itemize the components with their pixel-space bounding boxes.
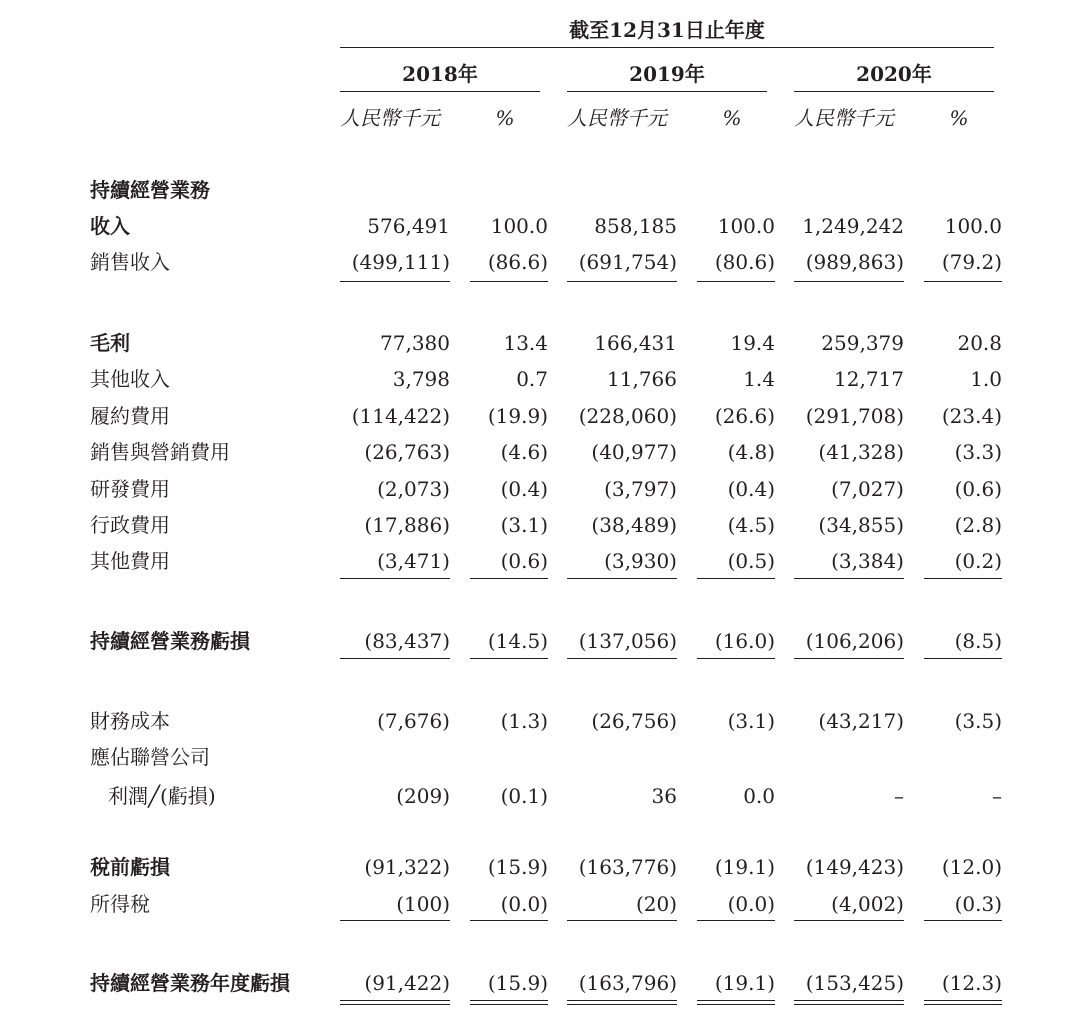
cell-rmb-2019: 11,766 bbox=[607, 367, 677, 391]
subtotal-rule-b-pct-2018 bbox=[470, 578, 548, 579]
row-label: 收入 bbox=[90, 214, 130, 238]
cell-pct-2019: (3.1) bbox=[727, 709, 775, 733]
subtotal-rule-d-pct-2018 bbox=[470, 920, 548, 921]
cell-rmb-2020: – bbox=[894, 784, 904, 808]
cell-pct-2020: (79.2) bbox=[941, 250, 1002, 274]
subtotal-rule-b-rmb-2018 bbox=[340, 578, 450, 579]
subtotal-rule-b-pct-2020 bbox=[924, 578, 1002, 579]
subtotal-rule-d-rmb-2018 bbox=[340, 920, 450, 921]
subtotal-rule-b-pct-2019 bbox=[697, 578, 775, 579]
cell-pct-2020: 20.8 bbox=[957, 331, 1002, 355]
subtotal-rule-c-rmb-2020 bbox=[794, 658, 904, 659]
cell-rmb-2020: (149,423) bbox=[805, 855, 904, 879]
cell-rmb-2019: (20) bbox=[635, 892, 677, 916]
cell-rmb-2018: (3,471) bbox=[377, 549, 450, 573]
total-double-rule-pct-2020 bbox=[924, 1000, 1002, 1005]
cell-rmb-2018: (100) bbox=[396, 892, 450, 916]
subtotal-rule-d-pct-2019 bbox=[697, 920, 775, 921]
row-label: 應佔聯營公司 bbox=[90, 745, 210, 769]
pct-label-2020: % bbox=[949, 106, 969, 130]
cell-rmb-2020: 12,717 bbox=[834, 367, 904, 391]
year-2020-rule bbox=[794, 91, 994, 92]
subtotal-rule-d-pct-2020 bbox=[924, 920, 1002, 921]
subtotal-rule-b-rmb-2020 bbox=[794, 578, 904, 579]
cell-pct-2018: (15.9) bbox=[487, 855, 548, 879]
cell-pct-2019: (4.8) bbox=[727, 440, 775, 464]
subtotal-rule-c-pct-2019 bbox=[697, 658, 775, 659]
cell-pct-2018: (0.1) bbox=[500, 784, 548, 808]
cell-pct-2020: (12.0) bbox=[941, 855, 1002, 879]
cell-pct-2019: (0.4) bbox=[727, 477, 775, 501]
cell-rmb-2018: 77,380 bbox=[380, 331, 450, 355]
subtotal-rule-c-rmb-2019 bbox=[567, 658, 677, 659]
cell-rmb-2019: (3,797) bbox=[604, 477, 677, 501]
cell-rmb-2020: (3,384) bbox=[831, 549, 904, 573]
cell-pct-2020: (12.3) bbox=[941, 971, 1002, 995]
cell-pct-2019: (0.5) bbox=[727, 549, 775, 573]
subtotal-rule-a-rmb-2020 bbox=[794, 281, 904, 282]
cell-rmb-2020: (153,425) bbox=[805, 971, 904, 995]
cell-pct-2018: (1.3) bbox=[500, 709, 548, 733]
row-label: 行政費用 bbox=[90, 513, 170, 537]
cell-pct-2020: (8.5) bbox=[954, 629, 1002, 653]
cell-rmb-2019: 166,431 bbox=[594, 331, 677, 355]
cell-pct-2019: (80.6) bbox=[714, 250, 775, 274]
cell-pct-2018: 100.0 bbox=[490, 214, 548, 238]
cell-rmb-2019: (26,756) bbox=[591, 709, 677, 733]
subtotal-rule-a-rmb-2018 bbox=[340, 281, 450, 282]
year-2018-heading: 2018年 bbox=[402, 62, 478, 86]
cell-pct-2019: 19.4 bbox=[730, 331, 775, 355]
cell-rmb-2018: (26,763) bbox=[364, 440, 450, 464]
cell-rmb-2019: (40,977) bbox=[591, 440, 677, 464]
cell-rmb-2018: (17,886) bbox=[364, 513, 450, 537]
cell-pct-2020: (3.5) bbox=[954, 709, 1002, 733]
cell-pct-2018: (4.6) bbox=[500, 440, 548, 464]
year-2019-rule bbox=[567, 91, 767, 92]
cell-pct-2018: 0.7 bbox=[516, 367, 548, 391]
cell-pct-2018: (0.0) bbox=[500, 892, 548, 916]
cell-pct-2018: (0.4) bbox=[500, 477, 548, 501]
cell-rmb-2020: 259,379 bbox=[821, 331, 904, 355]
cell-pct-2018: (0.6) bbox=[500, 549, 548, 573]
cell-pct-2018: (14.5) bbox=[487, 629, 548, 653]
row-label: 持續經營業務 bbox=[90, 178, 210, 202]
cell-pct-2020: 100.0 bbox=[944, 214, 1002, 238]
cell-rmb-2019: (163,796) bbox=[578, 971, 677, 995]
cell-pct-2018: (86.6) bbox=[487, 250, 548, 274]
subtotal-rule-c-rmb-2018 bbox=[340, 658, 450, 659]
cell-rmb-2019: 36 bbox=[651, 784, 677, 808]
row-label: 稅前虧損 bbox=[90, 855, 170, 879]
cell-pct-2019: (0.0) bbox=[727, 892, 775, 916]
row-label: 銷售收入 bbox=[90, 250, 170, 274]
cell-rmb-2019: (3,930) bbox=[604, 549, 677, 573]
subtotal-rule-a-rmb-2019 bbox=[567, 281, 677, 282]
total-double-rule-pct-2018 bbox=[470, 1000, 548, 1005]
cell-rmb-2018: (2,073) bbox=[377, 477, 450, 501]
cell-rmb-2018: 576,491 bbox=[367, 214, 450, 238]
cell-rmb-2019: (137,056) bbox=[578, 629, 677, 653]
cell-pct-2019: 100.0 bbox=[717, 214, 775, 238]
subtotal-rule-a-pct-2020 bbox=[924, 281, 1002, 282]
cell-rmb-2018: (499,111) bbox=[351, 250, 450, 274]
cell-rmb-2018: (209) bbox=[396, 784, 450, 808]
cell-pct-2020: (0.3) bbox=[954, 892, 1002, 916]
cell-pct-2020: (23.4) bbox=[941, 404, 1002, 428]
cell-pct-2018: (3.1) bbox=[500, 513, 548, 537]
row-label: 持續經營業務年度虧損 bbox=[90, 971, 290, 995]
cell-pct-2019: (19.1) bbox=[714, 971, 775, 995]
cell-rmb-2019: (228,060) bbox=[578, 404, 677, 428]
cell-rmb-2018: (7,676) bbox=[377, 709, 450, 733]
cell-rmb-2020: (989,863) bbox=[805, 250, 904, 274]
cell-rmb-2019: (163,776) bbox=[578, 855, 677, 879]
cell-pct-2018: (15.9) bbox=[487, 971, 548, 995]
year-2020-heading: 2020年 bbox=[856, 62, 932, 86]
cell-pct-2020: (3.3) bbox=[954, 440, 1002, 464]
pct-label-2019: % bbox=[722, 106, 742, 130]
row-label: 履約費用 bbox=[90, 404, 170, 428]
cell-rmb-2018: (91,322) bbox=[364, 855, 450, 879]
cell-pct-2020: – bbox=[992, 784, 1002, 808]
cell-rmb-2020: (41,328) bbox=[818, 440, 904, 464]
cell-pct-2020: (2.8) bbox=[954, 513, 1002, 537]
cell-pct-2019: 1.4 bbox=[743, 367, 775, 391]
subtotal-rule-d-rmb-2020 bbox=[794, 920, 904, 921]
cell-pct-2019: 0.0 bbox=[743, 784, 775, 808]
row-label: 財務成本 bbox=[90, 709, 170, 733]
cell-rmb-2020: (4,002) bbox=[831, 892, 904, 916]
year-2019-heading: 2019年 bbox=[629, 62, 705, 86]
row-label: 所得稅 bbox=[90, 892, 150, 916]
subtotal-rule-b-rmb-2019 bbox=[567, 578, 677, 579]
total-double-rule-rmb-2020 bbox=[794, 1000, 904, 1005]
cell-rmb-2020: (7,027) bbox=[831, 477, 904, 501]
cell-rmb-2018: (83,437) bbox=[364, 629, 450, 653]
cell-rmb-2020: (43,217) bbox=[818, 709, 904, 733]
cell-pct-2018: 13.4 bbox=[503, 331, 548, 355]
cell-pct-2019: (4.5) bbox=[727, 513, 775, 537]
subtotal-rule-a-pct-2019 bbox=[697, 281, 775, 282]
row-label: 持續經營業務虧損 bbox=[90, 629, 250, 653]
unit-label-2020: 人民幣千元 bbox=[794, 106, 894, 130]
pct-label-2018: % bbox=[495, 106, 515, 130]
subtotal-rule-c-pct-2018 bbox=[470, 658, 548, 659]
cell-pct-2019: (16.0) bbox=[714, 629, 775, 653]
cell-rmb-2018: (91,422) bbox=[364, 971, 450, 995]
cell-rmb-2018: (114,422) bbox=[351, 404, 450, 428]
total-double-rule-pct-2019 bbox=[697, 1000, 775, 1005]
cell-rmb-2020: 1,249,242 bbox=[802, 214, 904, 238]
subtotal-rule-c-pct-2020 bbox=[924, 658, 1002, 659]
row-label: 其他費用 bbox=[90, 549, 170, 573]
period-heading: 截至12月31日止年度 bbox=[569, 18, 765, 42]
subtotal-rule-d-rmb-2019 bbox=[567, 920, 677, 921]
total-double-rule-rmb-2019 bbox=[567, 1000, 677, 1005]
cell-pct-2018: (19.9) bbox=[487, 404, 548, 428]
subtotal-rule-a-pct-2018 bbox=[470, 281, 548, 282]
header-rule bbox=[340, 47, 994, 48]
cell-rmb-2020: (106,206) bbox=[805, 629, 904, 653]
cell-pct-2020: (0.2) bbox=[954, 549, 1002, 573]
unit-label-2019: 人民幣千元 bbox=[567, 106, 667, 130]
row-label: 銷售與營銷費用 bbox=[90, 440, 230, 464]
year-2018-rule bbox=[340, 91, 540, 92]
cell-rmb-2019: 858,185 bbox=[594, 214, 677, 238]
cell-rmb-2020: (291,708) bbox=[805, 404, 904, 428]
cell-pct-2019: (26.6) bbox=[714, 404, 775, 428]
cell-pct-2020: (0.6) bbox=[954, 477, 1002, 501]
row-label: 研發費用 bbox=[90, 477, 170, 501]
row-label: 其他收入 bbox=[90, 367, 170, 391]
cell-rmb-2019: (38,489) bbox=[591, 513, 677, 537]
cell-pct-2020: 1.0 bbox=[970, 367, 1002, 391]
row-label: 利潤╱(虧損) bbox=[108, 784, 216, 808]
row-label: 毛利 bbox=[90, 331, 130, 355]
unit-label-2018: 人民幣千元 bbox=[340, 106, 440, 130]
cell-rmb-2019: (691,754) bbox=[578, 250, 677, 274]
total-double-rule-rmb-2018 bbox=[340, 1000, 450, 1005]
cell-pct-2019: (19.1) bbox=[714, 855, 775, 879]
cell-rmb-2018: 3,798 bbox=[392, 367, 450, 391]
cell-rmb-2020: (34,855) bbox=[818, 513, 904, 537]
